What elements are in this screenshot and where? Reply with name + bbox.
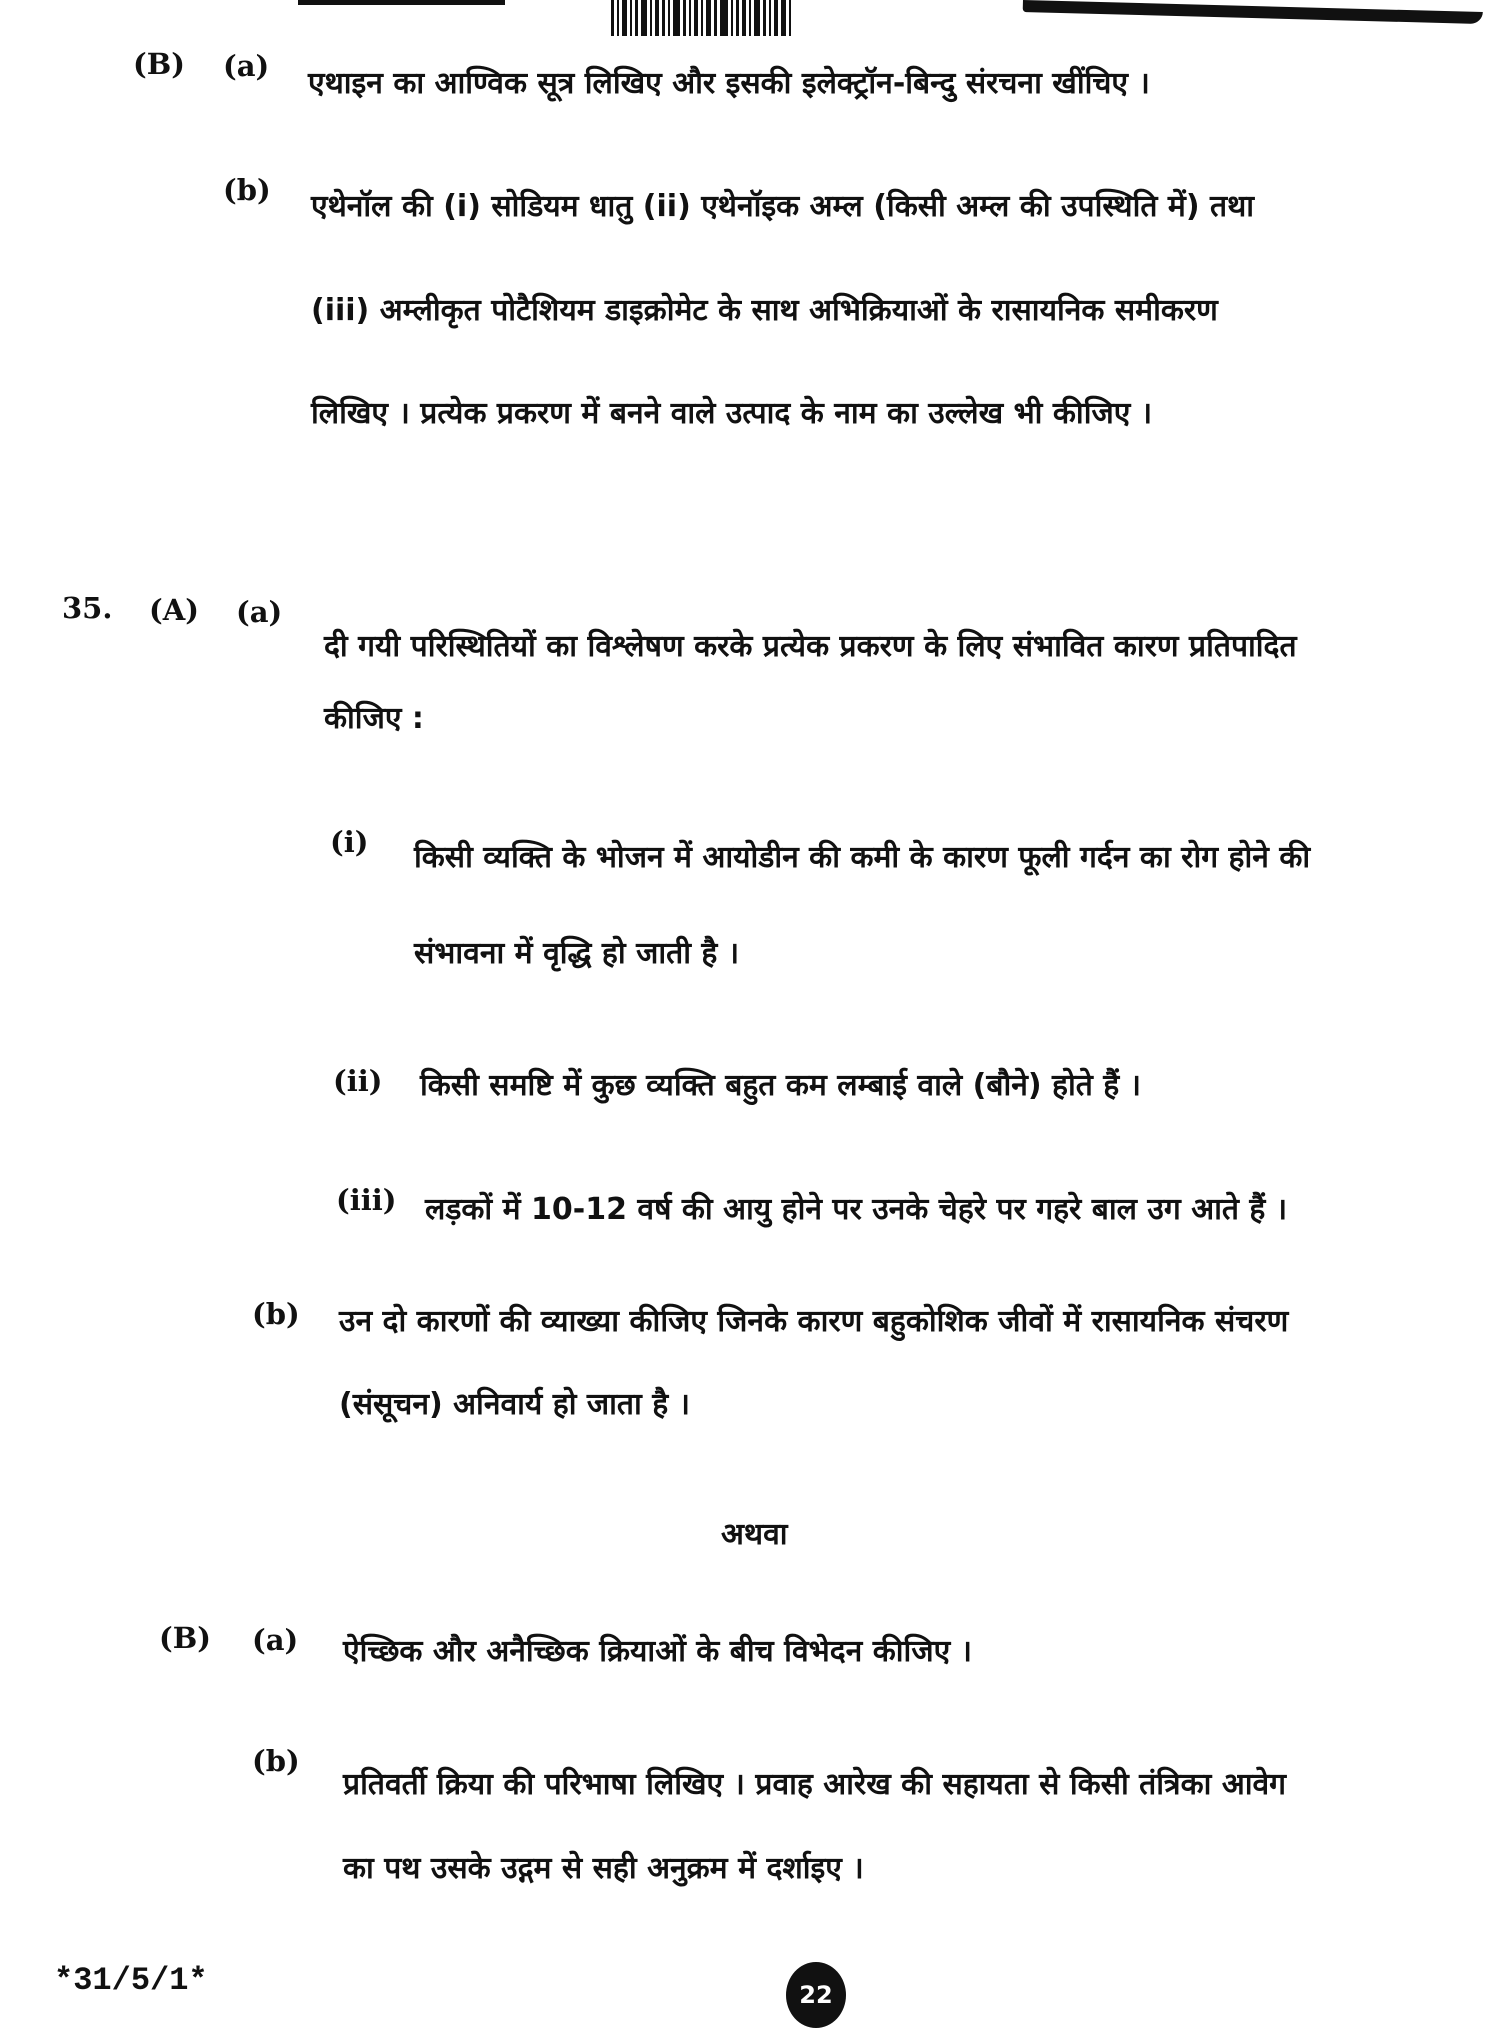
- q35b-a-text: ऐच्छिक और अनैच्छिक क्रियाओं के बीच विभेदन कीजिए ।: [343, 1634, 972, 1669]
- q34b-b-line: (iii) अम्लीकृत पोटैशियम डाइक्रोमेट के साथ अभिक्रियाओं के रासायनिक समीकरण: [311, 293, 1218, 328]
- barcode-bar: [749, 0, 751, 36]
- barcode-bar: [630, 0, 632, 36]
- barcode-bar: [769, 0, 771, 36]
- barcode-bar: [774, 0, 778, 36]
- barcode-bar: [706, 0, 711, 36]
- q35-number: 35.: [62, 591, 113, 625]
- barcode-bar: [763, 0, 766, 36]
- barcode-bar: [683, 0, 686, 36]
- barcode-bar: [655, 0, 659, 36]
- barcode-bar: [673, 0, 680, 36]
- q34b-b-line: लिखिए । प्रत्येक प्रकरण में बनने वाले उत्पाद के नाम का उल्लेख भी कीजिए ।: [311, 396, 1153, 431]
- barcode-bar: [781, 0, 786, 36]
- barcode-bar: [611, 0, 614, 36]
- or-divider: अथवा: [721, 1517, 788, 1552]
- q35a-label: (A): [149, 593, 199, 627]
- barcode-bar: [701, 0, 703, 36]
- paper-code: *31/5/1*: [54, 1962, 208, 1999]
- barcode-bar: [731, 0, 733, 36]
- barcode-bar: [617, 0, 619, 36]
- barcode-bar: [668, 0, 670, 36]
- q35a-a-line: दी गयी परिस्थितियों का विश्लेषण करके प्रत्येक प्रकरण के लिए संभावित कारण प्रतिपादित: [324, 629, 1297, 664]
- q35a-b-line: उन दो कारणों की व्याख्या कीजिए जिनके कारण बहुकोशिक जीवों में रासायनिक संचरण: [339, 1304, 1289, 1339]
- q35a-b-line: (संसूचन) अनिवार्य हो जाता है ।: [339, 1387, 690, 1422]
- barcode-bar: [714, 0, 717, 36]
- barcode-bar: [650, 0, 652, 36]
- q35b-b-label: (b): [252, 1744, 300, 1778]
- barcode-bar: [736, 0, 739, 36]
- q35b-a-label: (a): [252, 1623, 299, 1657]
- item-ii-line: किसी समष्टि में कुछ व्यक्ति बहुत कम लम्बाई वाले (बौने) होते हैं ।: [420, 1068, 1142, 1103]
- barcode-bar: [754, 0, 760, 36]
- q35a-a-line: कीजिए :: [324, 701, 424, 736]
- barcode-bar: [742, 0, 746, 36]
- q35a-b-label: (b): [252, 1297, 300, 1331]
- barcode-bar: [641, 0, 647, 36]
- item-iii-line: लड़कों में 10-12 वर्ष की आयु होने पर उनके चेहरे पर गहरे बाल उग आते हैं ।: [425, 1192, 1288, 1227]
- q34b-a-label: (a): [223, 49, 270, 83]
- barcode-bar: [635, 0, 638, 36]
- barcode-bar: [694, 0, 698, 36]
- q35b-b-line: प्रतिवर्ती क्रिया की परिभाषा लिखिए । प्रवाह आरेख की सहायता से किसी तंत्रिका आवेग: [343, 1767, 1287, 1802]
- item-iii-label: (iii): [336, 1183, 397, 1217]
- item-i-line: संभावना में वृद्धि हो जाती है ।: [414, 936, 740, 971]
- scan-mark-right: [1023, 0, 1483, 24]
- q34b-b-label: (b): [223, 173, 271, 207]
- q35a-a-label: (a): [236, 595, 283, 629]
- barcode-bar: [720, 0, 728, 36]
- barcode: [611, 0, 893, 36]
- item-i-label: (i): [330, 825, 369, 859]
- barcode-bar: [789, 0, 791, 36]
- q35b-label: (B): [159, 1621, 211, 1655]
- q34b-a-text: एथाइन का आण्विक सूत्र लिखिए और इसकी इलेक्ट्रॉन-बिन्दु संरचना खींचिए ।: [308, 66, 1150, 101]
- q35b-b-line: का पथ उसके उद्गम से सही अनुक्रम में दर्शाइए ।: [343, 1851, 864, 1886]
- barcode-bar: [622, 0, 627, 36]
- barcode-bar: [689, 0, 691, 36]
- q34b-label: (B): [133, 47, 185, 81]
- page-number: 22: [786, 1962, 846, 2028]
- barcode-bar: [662, 0, 665, 36]
- q34b-b-line: एथेनॉल की (i) सोडियम धातु (ii) एथेनॉइक अम्ल (किसी अम्ल की उपस्थिति में) तथा: [311, 189, 1255, 224]
- item-ii-label: (ii): [333, 1064, 383, 1098]
- scan-mark-left: [298, 0, 505, 5]
- item-i-line: किसी व्यक्ति के भोजन में आयोडीन की कमी के कारण फूली गर्दन का रोग होने की: [414, 840, 1311, 875]
